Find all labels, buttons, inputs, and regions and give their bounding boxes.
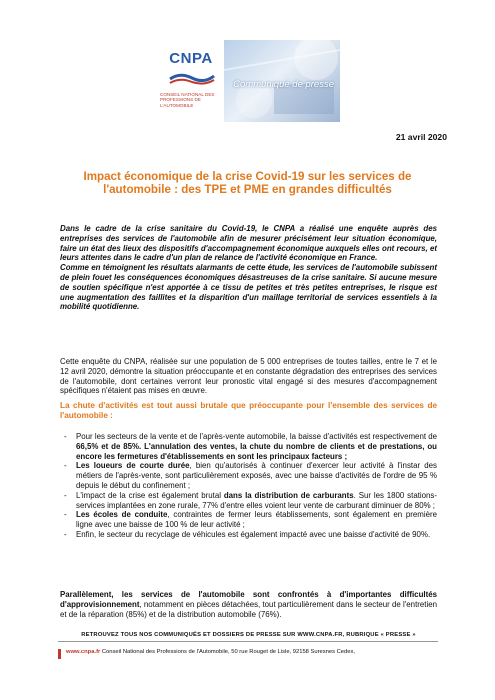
- footer-accent-bar: [58, 649, 61, 659]
- list-item-bold: dans la distribution de carburants: [223, 490, 354, 500]
- list-item: [60, 432, 437, 461]
- intro-text-2: Comme en témoignent les résultats alarmants de cette étude, les services de l'automobile subissent de plein fouet les conséquences économiques désastreuses de la crise sanitaire. Si aucune mesure de soutien spécifique n'est apportée à ce tissu de petites et très petites entreprises, le risque est une augmentation des faillites et la disparition d'un maillage territorial de services essentiels à la mobilité quotidienne.: [60, 263, 437, 312]
- conclusion-text: , notamment en pièces détachées, tout particulièrement dans le secteur de l'entretien et de la réparation (85%) et de la distribution automobile (76%).: [60, 599, 437, 619]
- logo-subtitle: CONSEIL NATIONAL DES PROFESSIONS DE L'AUTOMOBILE: [160, 92, 215, 108]
- logo-text: CNPA: [169, 50, 213, 67]
- list-item-text: L'impact de la crise est également brutal: [76, 490, 224, 500]
- footer-note: RETROUVEZ TOUS NOS COMMUNIQUÉS ET DOSSIERS DE PRESSE SUR WWW.CNPA.FR, RUBRIQUE « PRESSE »: [81, 632, 416, 638]
- conclusion-bold: Parallèlement, les services de l'automobile sont confrontés à d'importantes difficultés d'approvisionnement: [60, 590, 437, 609]
- list-item: [60, 510, 437, 530]
- list-item-bold: Les loueurs de courte durée: [76, 461, 190, 471]
- list-item: [60, 530, 437, 540]
- list-item: [60, 461, 437, 490]
- list-item: [60, 491, 437, 511]
- logo-flag-icon: [168, 70, 216, 86]
- list-item-text: Pour les secteurs de la vente et de l'après-vente automobile, la baisse d'activités est respectivement de: [76, 432, 437, 441]
- list-item-text: Enfin, le secteur du recyclage de véhicules est également impacté avec une baisse d'activité de 90%.: [76, 529, 431, 539]
- list-item-bold: 66,5% et de 85%. L'annulation des ventes, la chute du nombre de clients et de prestations, ou encore les fermetures d'établissements en sont les principaux facteurs ;: [76, 441, 437, 461]
- page-title: Impact économique de la crise Covid-19 sur les services de l'automobile : des TPE et PME en grandes difficultés: [83, 170, 412, 197]
- list-item-text: , contraintes de fermer leurs établissements, sont également en première ligne avec une baisse de 100 % de leur activité ;: [76, 510, 437, 530]
- impact-list: [60, 432, 437, 540]
- section-heading: La chute d'activités est tout aussi brutale que préoccupante pour l'ensemble des services de l'automobile :: [60, 401, 437, 421]
- list-item-bold: Les écoles de conduite: [76, 510, 168, 520]
- conclusion-paragraph: [60, 590, 437, 619]
- footer-address-text: Conseil National des Professions de l'Automobile, 50 rue Rouget de Lisle, 92158 Suresnes Cedex,: [101, 649, 355, 655]
- release-date: 21 avril 2020: [395, 132, 447, 142]
- footer-website-link[interactable]: www.cnpa.fr: [66, 649, 101, 655]
- intro-text: Dans le cadre de la crise sanitaire du Covid-19, le CNPA a réalisé une enquête auprès des entreprises des services de l'automobile afin de mesurer précisément leur situation économique, faire un état des lieux des dispositifs d'accompagnement économique auxquels elles ont recours, et leurs attentes dans le cadre d'un plan de relance de l'activité économique en France.: [60, 224, 437, 263]
- footer-divider: [58, 641, 438, 642]
- body-paragraph: Cette enquête du CNPA, réalisée sur une population de 5 000 entreprises de toutes tailles, entre le 7 et le 12 avril 2020, démontre la situation préoccupante et en constante dégradation des entreprises des services de l'automobile, dont certaines verront leur pronostic vital engagé si des mesures d'accompagnement spécifiques n'étaient pas mises en œuvre.: [60, 357, 437, 396]
- list-item-text: . Sur les 1800 stations-services implantées en zone rurale, 77% d'entre elles voient leur vente de carburant diminuer de 80% ;: [76, 490, 437, 510]
- intro-paragraph: [60, 224, 437, 312]
- banner-label: Communiqué de presse: [233, 79, 334, 90]
- footer-address: [66, 649, 446, 655]
- list-item-text: , bien qu'autorisés à continuer d'exercer leur activité à l'instar des métiers de l'après-vente, sont particulièrement exposés, avec une baisse d'activités de l'ordre de 95 % depuis le début du confinement ;: [76, 461, 437, 490]
